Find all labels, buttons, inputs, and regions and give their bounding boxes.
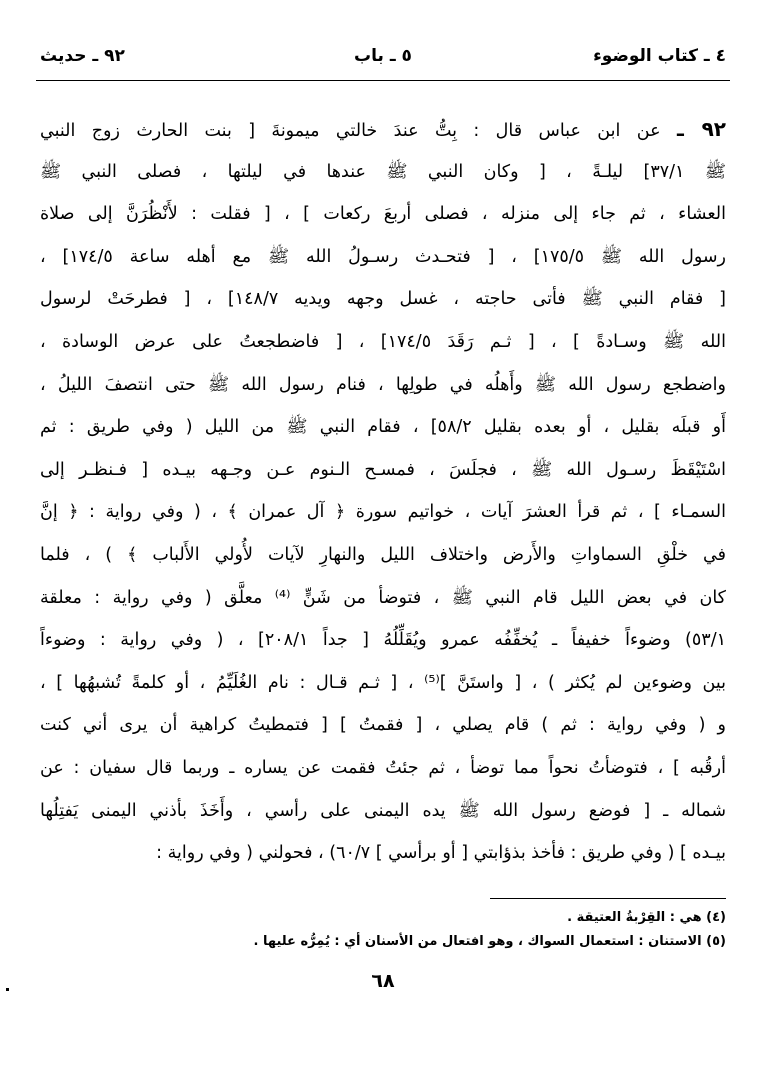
text-line: العشاء ، ثم جاء إلى منزله ، فصلى أربعَ ركعات ] ، [ فقلت : لأَنْظُرَنَّ إلى صلاة (40, 204, 726, 225)
text-line: شماله ـ [ فوضع رسول الله ﷺ يده اليمنى على رأسي ، وأَخَذَ بأذني اليمنى يَفتِلُها (40, 800, 726, 821)
text-line: ﷺ ٣٧/١] ليلـةً ، [ وكان النبي ﷺ عندها في ليلتها ، فصلى النبي ﷺ (40, 161, 726, 182)
text-line: أَو قبلَه بقليل ، أو بعده بقليل ٥٨/٢] ، فقام النبي ﷺ من الليل ( وفي طريق : ثم (40, 417, 726, 438)
header-divider (36, 80, 730, 81)
text-line: اسْتَيْقَظَ رسـول الله ﷺ ، فجلَسَ ، فمسـح الـنوم عـن وجـهه بيـده [ فـنظـر إلى (40, 459, 726, 480)
footnotes (40, 906, 726, 954)
text-line: [ فقام النبي ﷺ فأتى حاجته ، غسل وجهه ويديه ١٤٨/٧] ، [ فطرحَتْ لرسول (40, 289, 726, 310)
text-line: ٥٣/١) وضوءاً خفيفاً ـ يُخفِّفُه عمرو ويُقَلِّلُهُ [ جداً ٢٠٨/١] ، ( وفي رواية : وضوءاً (40, 630, 726, 651)
scan-mark (6, 988, 9, 991)
page-number: ٦٨ (371, 970, 395, 992)
header-book-title: ٤ ـ كتاب الوضوء (593, 46, 726, 66)
text-line: في خلْقِ السماواتِ والأَرض واختلاف الليل والنهارِ لآيات لأُولي الأَلباب ﴾ ) ، فلما (40, 544, 726, 565)
running-header (40, 46, 726, 76)
text-line: و ( وفي رواية : ثم ) قام يصلي ، [ فقمتُ ] [ فتمطيتُ كراهية أن يرى أني كنت (40, 715, 726, 736)
hadith-number: ٩٢ ـ (676, 117, 726, 141)
footnote: (٤) هي : القِرْبةُ العتيقة . (567, 910, 726, 925)
text-line: الله ﷺ وسـادةً ] ، [ ثـم رَقَدَ ١٧٤/٥] ، [ فاضطجعتُ على عرض الوسادة ، (40, 331, 726, 352)
text-line (40, 108, 726, 151)
hadith-text (40, 108, 726, 875)
text-line-content: عن ابن عباس قال : بِتُّ عندَ خالتي ميمونةَ [ بنت الحارث زوج النبي (40, 121, 661, 141)
footnote: (٥) الاستنان : استعمال السواك ، وهو افتعال من الأسنان أي : يُمِرُّه عليها . (253, 934, 726, 949)
text-line: بين وضوءين لم يُكثر ) ، [ واستَنَّ ]⁽⁵⁾ ، [ ثـم قـال : نام الغُلَيِّمُ ، أو كلمةً تُشبهُها ] ، (40, 672, 726, 693)
header-hadith: ٩٢ ـ حديث (40, 46, 125, 66)
text-line: السمـاء ] ، ثم قرأ العشرَ آيات ، خواتيم سورة ﴿ آل عمران ﴾ ، ( وفي رواية : ﴿ إنَّ (40, 502, 726, 523)
text-line: واضطجع رسول الله ﷺ وأَهلُه في طولِها ، فنام رسول الله ﷺ حتى انتصفَ الليلُ ، (40, 374, 726, 395)
text-line: بيـده ] ( وفي طريق : فأخذ بذؤابتي [ أو برأسي ] ٦٠/٧) ، فحولني ( وفي رواية : (156, 843, 726, 864)
text-line: رسول الله ﷺ ١٧٥/٥] ، [ فتحـدث رسـولُ الله ﷺ مع أهله ساعة ١٧٤/٥] ، (40, 246, 726, 267)
text-line: كان في بعض الليل قام النبي ﷺ ، فتوضأ من شَنٍّ ⁽⁴⁾ معلَّق ( وفي رواية : معلقة (40, 587, 726, 608)
header-chapter: ٥ ـ باب (354, 46, 412, 66)
text-line: أرقُبه ] ، فتوضأتُ نحواً مما توضأ ، ثم جئتُ فقمت عن يساره ـ وربما قال سفيان : عن (40, 757, 726, 778)
footnote-divider (490, 898, 726, 899)
